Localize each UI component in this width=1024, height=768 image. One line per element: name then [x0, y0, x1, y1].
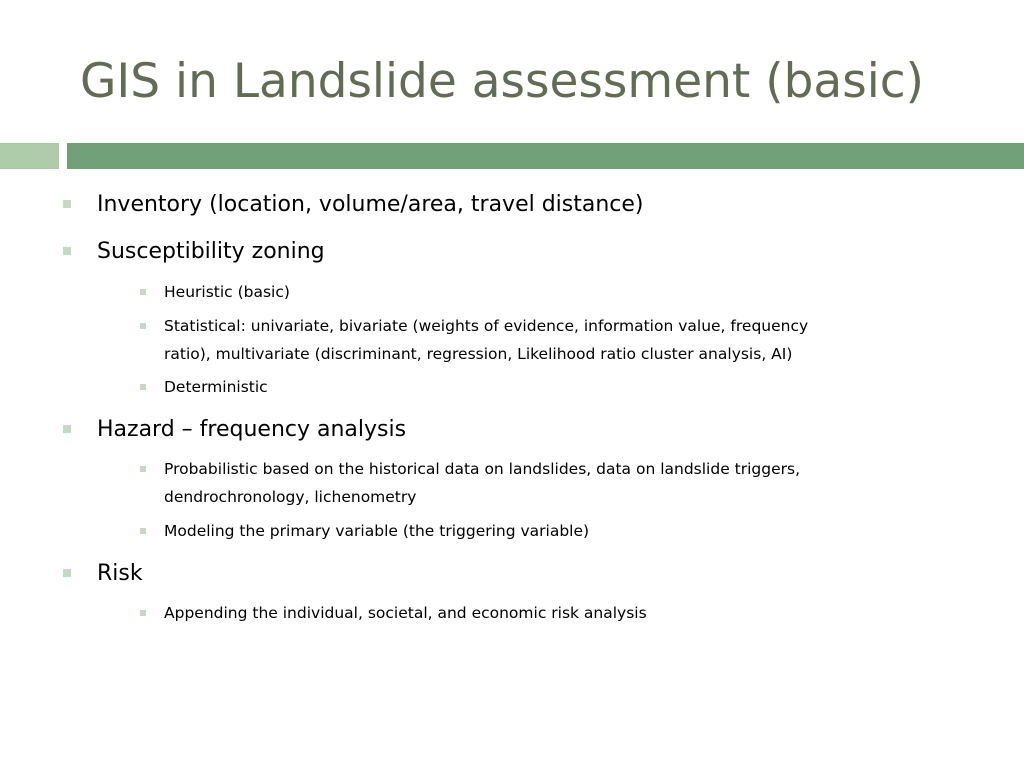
- sub-bullet-marker: [140, 610, 146, 616]
- sub-bullet-text-line: dendrochronology, lichenometry: [164, 488, 417, 506]
- slide-title: GIS in Landslide assessment (basic): [80, 54, 924, 109]
- bullet-text: Hazard – frequency analysis: [97, 417, 407, 442]
- sub-bullet-text: Heuristic (basic): [164, 283, 290, 301]
- sub-bullet-marker: [140, 289, 146, 295]
- bullet-marker: [63, 569, 71, 577]
- sub-bullet-marker: [140, 466, 146, 472]
- sub-bullet-marker: [140, 323, 146, 329]
- bullet-marker: [63, 247, 71, 255]
- sub-bullet-text: Modeling the primary variable (the triggering variable): [164, 522, 590, 540]
- sub-bullet-marker: [140, 384, 146, 390]
- bullet-text: Risk: [97, 561, 143, 586]
- bullet-text: Inventory (location, volume/area, travel distance): [97, 192, 644, 217]
- sub-bullet-text: Appending the individual, societal, and economic risk analysis: [164, 604, 647, 622]
- sub-bullet-text: Deterministic: [164, 378, 268, 396]
- sub-bullet-text-line: Probabilistic based on the historical data on landslides, data on landslide triggers,: [164, 460, 801, 478]
- bullet-marker: [63, 200, 71, 208]
- bullet-text: Susceptibility zoning: [97, 239, 325, 264]
- sub-bullet-marker: [140, 528, 146, 534]
- sub-bullet-text-line: Statistical: univariate, bivariate (weights of evidence, information value, frequency: [164, 317, 809, 335]
- bullet-marker: [63, 425, 71, 433]
- sub-bullet-text-line: ratio), multivariate (discriminant, regression, Likelihood ratio cluster analysis, AI): [164, 345, 793, 363]
